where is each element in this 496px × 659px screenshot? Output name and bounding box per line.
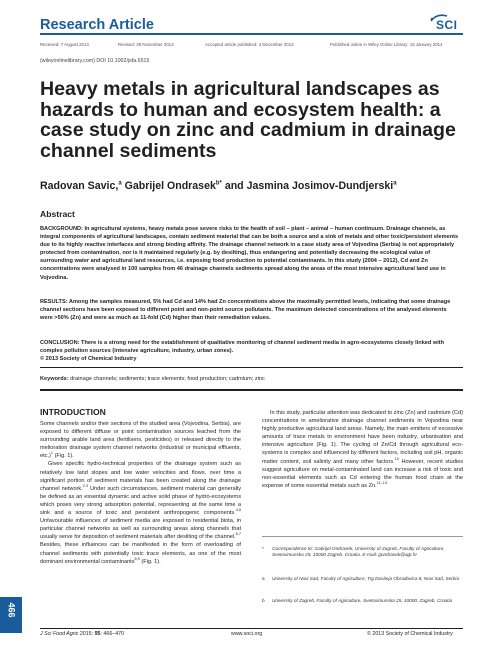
intro-paragraph-2: Given specific hydro-technical properties of the drainage system such as relatively low land slopes and low water velocities and flows, over time a significant portion of sediment materials has been created along the drainage channel network.$^{2,3}$ Under such circumstances, sediment material can generally be defined as an essential dynamic and active solid phase of hydro-ecosystems which poses very strong adsorption potential, representing at the same time a sink and a source of toxic and persistent anthropogenic components.$^{4,5}$ Unfavourable influences of sediment media are exposed to residential biota, in particular channel networks as well as surrounding areas along channels that usually serve for deposition of sediment materials after desilting of the channel.$^{6,7}$ Besides, these influences can be manifested in the form of overloading of channel sediments with potentially toxic trace elements, as one of the most dominant environmental contaminants$^{8,9}$ (Fig. 1). — [40, 461, 241, 565]
author-3: and Jasmina Josimov-Dundjerski — [221, 180, 394, 192]
received-date: Received: 7 August 2013 — [40, 42, 89, 47]
footnote-marker: b — [262, 598, 265, 603]
citation[interactable]: 8,9 — [134, 556, 140, 561]
citation[interactable]: 11–13 — [376, 480, 388, 485]
author-2-affiliation: b* — [215, 180, 222, 187]
accepted-date: Accepted article published: 4 December 2013 — [205, 42, 294, 47]
citation[interactable]: 4,5 — [235, 508, 241, 513]
footnote-rule — [262, 536, 463, 537]
keywords-top-rule — [40, 367, 463, 368]
author-2: Gabrijel Ondrasek — [121, 180, 216, 192]
sci-logo-text: SCI — [436, 18, 458, 32]
abstract-copyright: © 2013 Society of Chemical Industry — [40, 356, 137, 363]
citation[interactable]: 10 — [394, 456, 399, 461]
journal-website-link[interactable]: www.soci.org — [231, 631, 263, 637]
doi-line[interactable]: (wileyonlinelibrary.com) DOI 10.1002/jsfa.6515 — [40, 58, 150, 64]
footer-rule — [40, 628, 463, 629]
affiliation-a-footnote: a University of Novi Sad, Faculty of Agriculture, Trg Dositeja Obradovica 8, Novi Sad, Serbia — [262, 576, 460, 581]
results-text: Among the samples measured, 5% had Cd and 14% had Zn concentrations above the maximally permitted levels, indicating that some drainage channel sections have been exposed to different point and non-point source pollutants. The maximum detected concentrations of the analysed elements were >50% (Zn) and were as much as 11-fold (Cd) higher than their remediation values. — [40, 299, 451, 322]
affiliation-b-footnote: b University of Zagreb, Faculty of Agriculture, Svetosimunska 25, 10000, Zagreb, Croatia — [262, 598, 453, 603]
article-title: Heavy metals in agricultural landscapes as hazards to human and ecosystem health: a case study on zinc and cadmium in drainage channel sediments — [40, 78, 456, 162]
intro-paragraph-3: In this study, particular attention was dedicated to zinc (Zn) and cadmium (Cd) concentrations in ameliorative drainage channel sediments in Vojvodina near highly productive agricultural land areas. Namely, the main emitters of excessive amounts of trace metals to environment have been industry, urbanisation and intensive agriculture (Fig. 1). The cycling of Zn/Cd through agricultural eco-systems is complex and influenced by different factors, including soil pH, organic matter content, soil salinity and many other factors.$^{10}$ However, recent studies suggest agriculture on metal-contaminated land can increase a risk of toxic and non-essential elements such as Cd entering the human food chain at the expense of some essential metals such as Zn.$^{11-13}$ — [262, 410, 464, 489]
conclusion-label: CONCLUSION: — [40, 340, 80, 346]
published-date: Published online in Wiley Online Library: 15 January 2014 — [330, 42, 443, 47]
abstract-results — [40, 298, 460, 322]
keywords-line — [40, 376, 265, 382]
conclusion-text: There is a strong need for the establishment of qualitative monitoring of channel sediment media in agro-ecosystems closely linked with complex pollution sources (intensive agriculture, industry, urban zones). — [40, 340, 445, 355]
background-text: In agricultural systems, heavy metals pose severe risks to the health of soil – plant – animal – human continuum. Drainage channels, as integral components of agricultural landscapes, contain sediment material that can be both a source and a sink of metals and other toxic/persistent elements due to its highly reactive interfaces and strong binding affinity. The drainage channel network in a case study area of Vojvodina (Serbia) is not appropriately protected from contamination, nor is it maintained regularly (e.g. by desilting), thus endangering and potentially decreasing the ecological value of surrounding water and agricultural land resources, i.e. exposing food production to potential contaminants. In this study (2004 – 2012), Cd and Zn concentrations were analysed in 100 samples from 46 drainage channels sediments spread along the areas of the most intensive agricultural land use in Vojvodina. — [40, 226, 459, 281]
intro-left-column — [40, 420, 241, 566]
page-number-tab — [0, 597, 22, 633]
author-1: Radovan Savic, — [40, 180, 119, 192]
intro-paragraph-1: Some channels and/or their sections of the studied area (Vojvodina, Serbia), are exposed to different diffuse or point contamination sources leached from the surrounding arable land area (fertilisers, pesticides) or released directly to the melioration drainage system channel networks (industrial or municipal effluents, etc.)$^1$ (Fig. 1). — [40, 421, 241, 460]
footnote-marker: * — [262, 546, 264, 551]
sci-logo — [427, 12, 463, 34]
footnote-marker: a — [262, 576, 265, 581]
keywords-text: drainage channels; sediments; trace elements; food production; cadmium; zinc — [68, 376, 265, 382]
revised-date: Revised: 29 November 2013 — [118, 42, 174, 47]
background-label: BACKGROUND: — [40, 226, 83, 232]
introduction-heading: INTRODUCTION — [40, 407, 106, 417]
footer-copyright: © 2013 Society of Chemical Industry — [367, 631, 453, 637]
keywords-label: Keywords: — [40, 376, 69, 382]
journal-citation: J Sci Food Agric 2015; 95: 466–470 — [40, 631, 125, 637]
page-number: 466 — [6, 602, 17, 618]
author-3-affiliation: a — [393, 180, 397, 187]
citation[interactable]: 6,7 — [235, 532, 241, 537]
correspondence-footnote: * Correspondence to: Gabrijel Ondrasek, University of Zagreb, Faculty of Agriculture, Svetosimunska 25, 10000 Zagreb, Croatia. E-mail: gondrasek@agr.hr — [262, 546, 445, 558]
keywords-bottom-rule — [40, 389, 463, 391]
results-label: RESULTS: — [40, 299, 68, 305]
intro-right-column — [262, 409, 463, 490]
header-rule — [40, 33, 463, 35]
citation[interactable]: 1 — [50, 451, 54, 456]
article-type-label: Research Article — [40, 17, 154, 33]
author-list — [40, 180, 397, 192]
author-1-affiliation: a — [118, 180, 122, 187]
abstract-background — [40, 225, 460, 282]
citation[interactable]: 2,3 — [82, 483, 89, 488]
abstract-heading: Abstract — [40, 209, 75, 219]
abstract-conclusion — [40, 339, 460, 363]
